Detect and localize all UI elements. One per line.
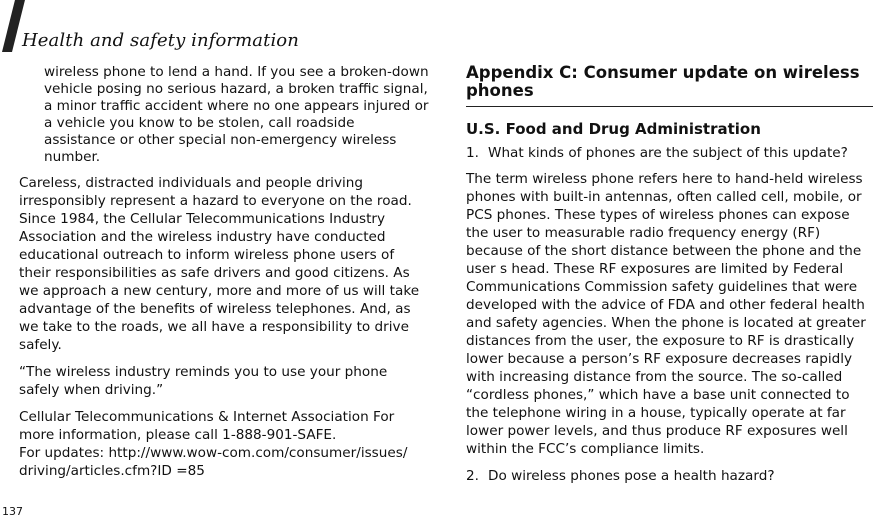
page-header-title: Health and safety information xyxy=(22,30,299,51)
indented-paragraph: wireless phone to lend a hand. If you see a broken-down vehicle posing no serious hazard, a broken traffic signal, a minor traffic accident where no one appears injured or a vehicle you know to be stolen, call roadside assistance or other special non-emergency wireless number. xyxy=(44,64,429,165)
contact-info xyxy=(19,408,429,480)
question-2-number: 2. xyxy=(466,468,479,484)
question-1-number: 1. xyxy=(466,145,479,161)
contact-line: Cellular Telecommunications & Internet Association For more information, please call 1-888-901-SAFE. xyxy=(19,409,395,443)
driving-responsibility-paragraph: Careless, distracted individuals and people driving irresponsibly represent a hazard to everyone on the road. Since 1984, the Cellular Telecommunications Industry Association and the wireless industry have conducted educational outreach to inform wireless phone users of their responsibilities as safe drivers and good citizens. As we approach a new century, more and more of us will take advantage of the benefits of wireless telephones. And, as we take to the roads, we all have a responsibility to drive safely. xyxy=(19,175,420,353)
section-title: U.S. Food and Drug Administration xyxy=(466,120,761,138)
updates-url-line-2: driving/articles.cfm?ID =85 xyxy=(19,463,205,479)
right-column xyxy=(466,64,873,493)
appendix-title: Appendix C: Consumer update on wireless phones xyxy=(466,64,873,107)
left-column xyxy=(19,64,429,480)
question-1-text: What kinds of phones are the subject of this update? xyxy=(488,145,848,161)
industry-quote: “The wireless industry reminds you to use your phone safely when driving.” xyxy=(19,364,388,398)
question-2-text: Do wireless phones pose a health hazard? xyxy=(488,468,775,484)
answer-1: The term wireless phone refers here to hand-held wireless phones with built-in antennas, often called cell, mobile, or PCS phones. These types of wireless phones can expose the user to measurable radio frequency energy (RF) because of the short distance between the phone and the user s head. These RF exposures are limited by Federal Communications Commission safety guidelines that were developed with the advice of FDA and other federal health and safety agencies. When the phone is located at greater distances from the user, the exposure to RF is drastically lower because a person’s RF exposure decreases rapidly with increasing distance from the source. The so-called “cordless phones,” which have a base unit connected to the telephone wiring in a house, typically operate at far lower power levels, and thus produce RF exposures well within the FCC’s compliance limits. xyxy=(466,171,866,457)
question-2 xyxy=(466,467,873,485)
updates-url-line-1: For updates: http://www.wow-com.com/consumer/issues/ xyxy=(19,445,408,461)
page-number: 137 xyxy=(2,505,23,518)
question-1 xyxy=(466,144,873,162)
